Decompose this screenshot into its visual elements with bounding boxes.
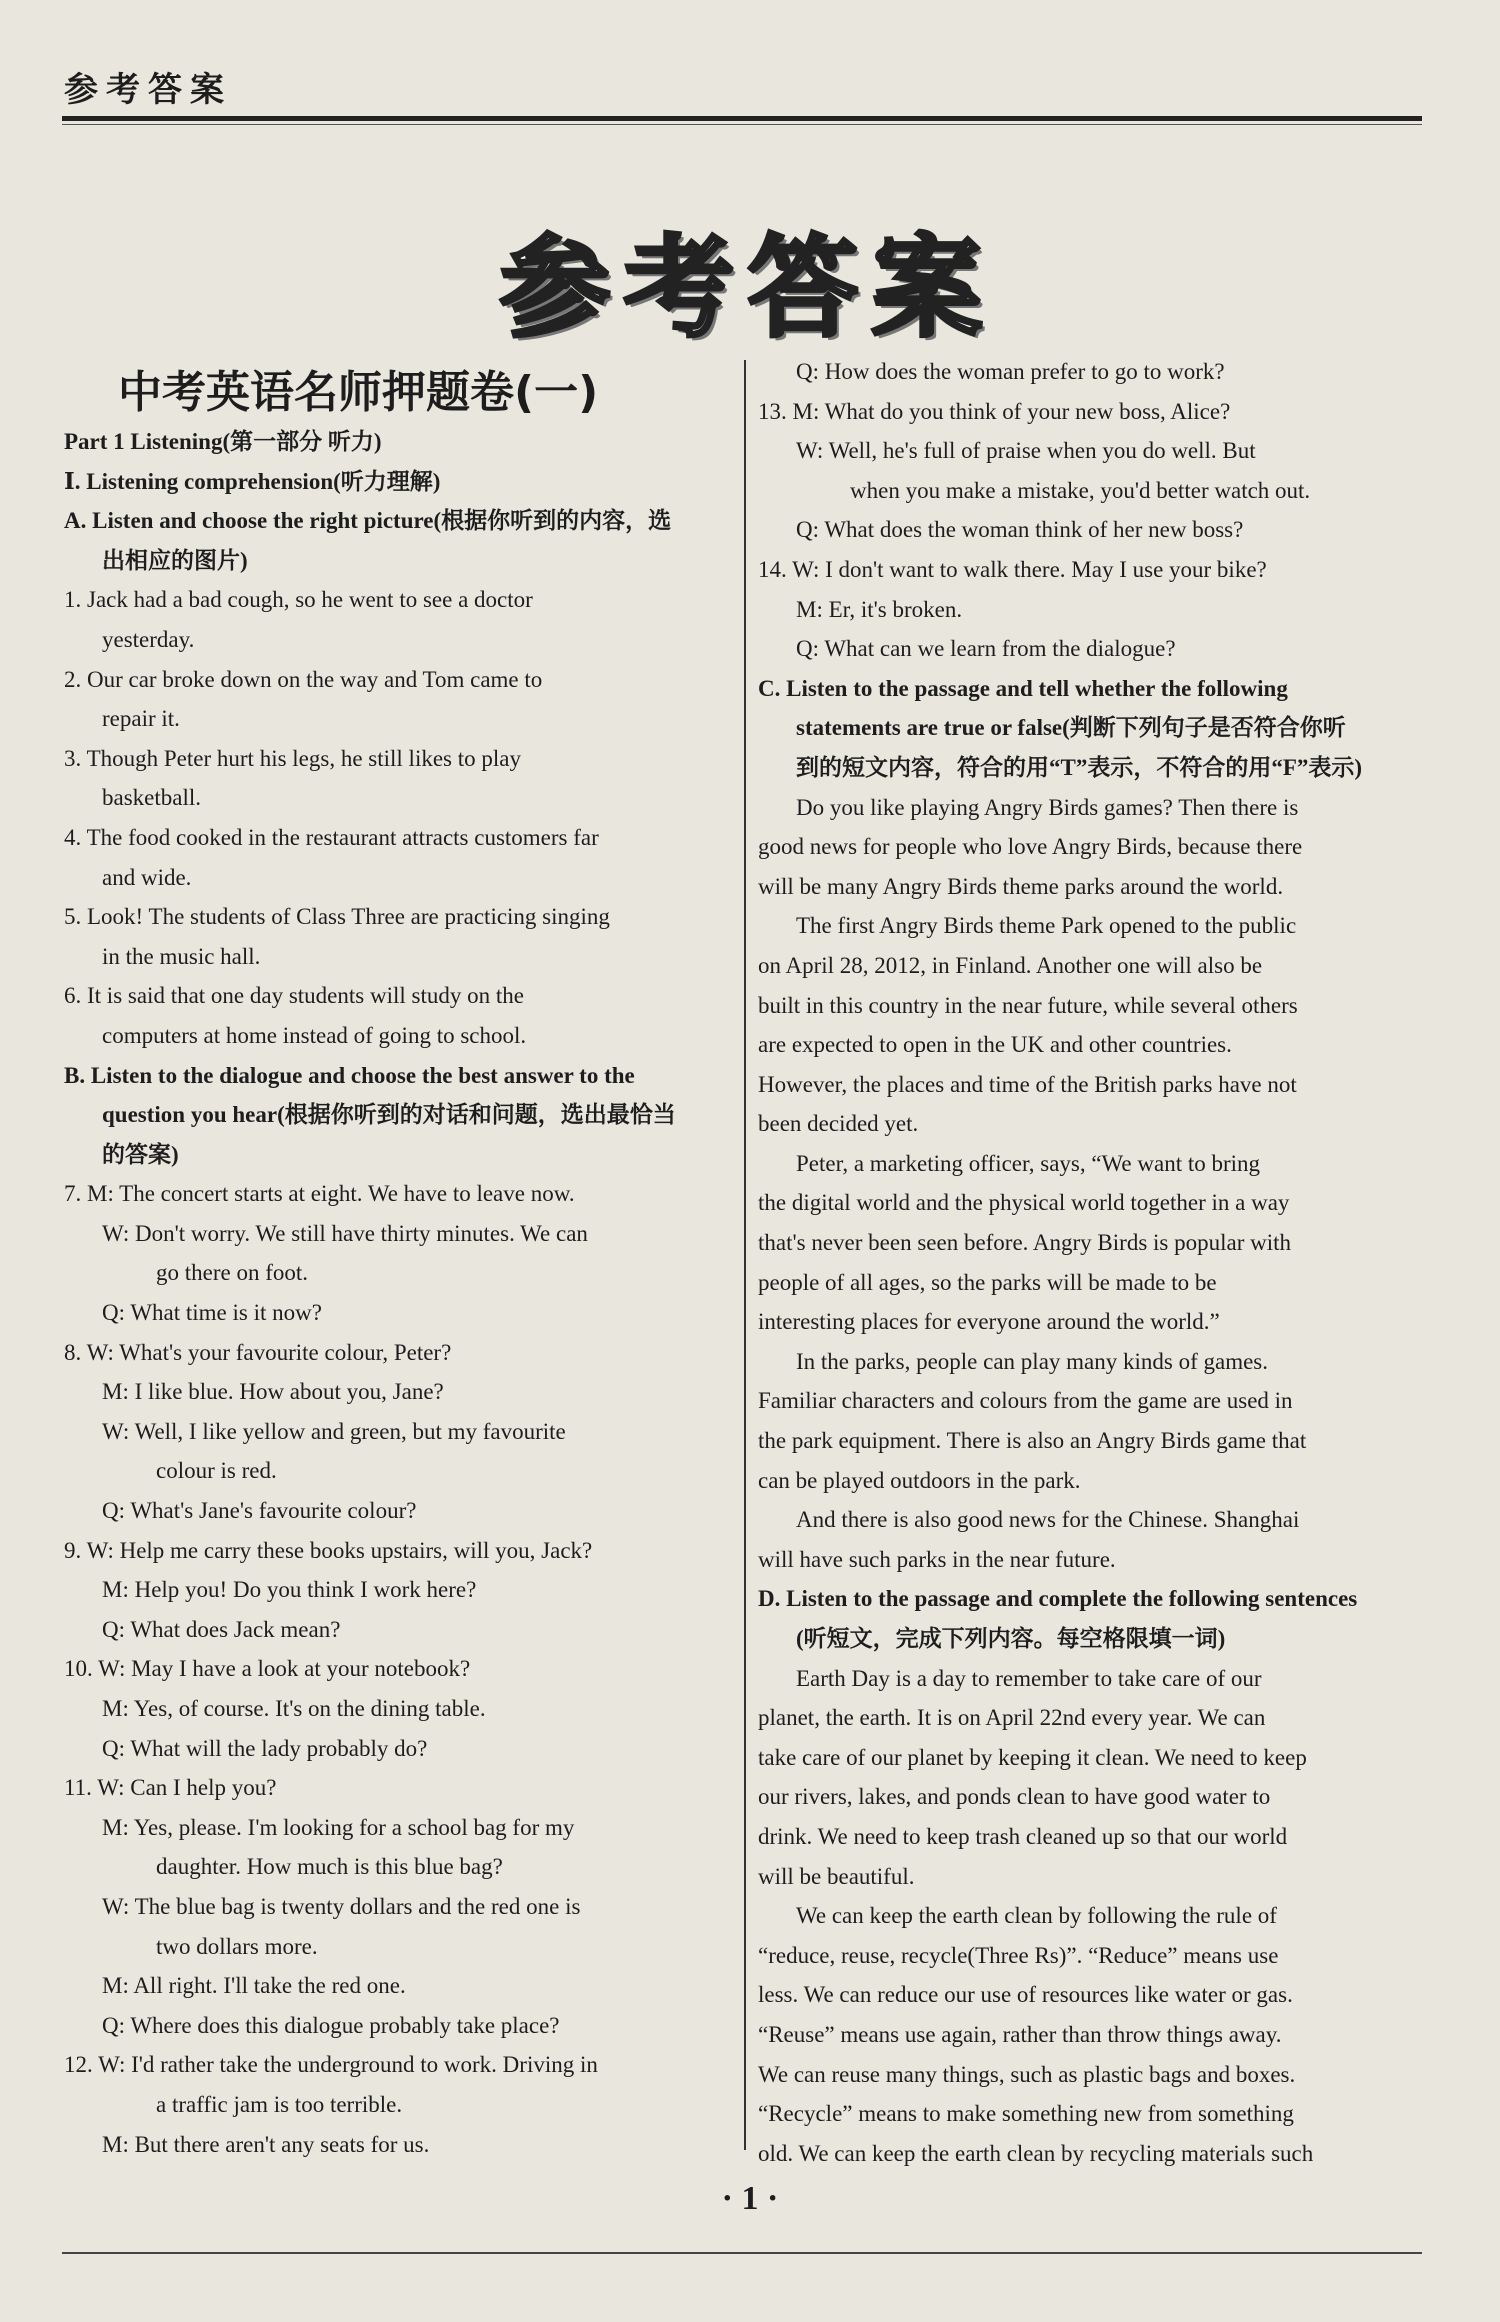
right-line: are expected to open in the UK and other countries.: [758, 1032, 1232, 1058]
column-divider: [744, 360, 746, 2150]
left-line: M: Help you! Do you think I work here?: [102, 1577, 477, 1603]
left-line: daughter. How much is this blue bag?: [156, 1854, 503, 1880]
right-line: We can keep the earth clean by following the rule of: [796, 1903, 1277, 1929]
right-line: Familiar characters and colours from the game are used in: [758, 1388, 1293, 1414]
right-line: the digital world and the physical world together in a way: [758, 1190, 1290, 1216]
right-line: take care of our planet by keeping it clean. We need to keep: [758, 1744, 1307, 1770]
right-line: can be played outdoors in the park.: [758, 1467, 1081, 1493]
right-line: planet, the earth. It is on April 22nd every year. We can: [758, 1705, 1266, 1731]
left-line: 2. Our car broke down on the way and Tom came to: [64, 666, 543, 692]
left-line: B. Listen to the dialogue and choose the best answer to the: [64, 1062, 635, 1088]
left-line: W: Well, I like yellow and green, but my favourite: [102, 1418, 566, 1444]
right-line: old. We can keep the earth clean by recycling materials such: [758, 2140, 1314, 2166]
right-line: C. Listen to the passage and tell whether the following: [758, 675, 1288, 701]
right-line: interesting places for everyone around the world.”: [758, 1309, 1220, 1335]
header-rule-thin: [62, 124, 1422, 125]
left-line: a traffic jam is too terrible.: [156, 2091, 403, 2117]
left-line: basketball.: [102, 785, 201, 811]
left-line: Q: What time is it now?: [102, 1300, 322, 1326]
left-line: 9. W: Help me carry these books upstairs, will you, Jack?: [64, 1537, 593, 1563]
right-line: the park equipment. There is also an Angry Birds game that: [758, 1428, 1307, 1454]
right-line: on April 28, 2012, in Finland. Another one will also be: [758, 952, 1263, 978]
right-line: “Recycle” means to make something new from something: [758, 2101, 1294, 2127]
left-line: question you hear(根据你听到的对话和问题，选出最恰当: [102, 1102, 676, 1128]
right-line: Earth Day is a day to remember to take care of our: [796, 1665, 1262, 1691]
right-line: 13. M: What do you think of your new boss, Alice?: [758, 398, 1231, 424]
left-line: 10. W: May I have a look at your notebook?: [64, 1656, 471, 1682]
right-line: Q: How does the woman prefer to go to work?: [796, 359, 1225, 384]
left-line: A. Listen and choose the right picture(根据你听到的内容，选: [64, 508, 672, 534]
right-line: Q: What can we learn from the dialogue?: [796, 636, 1176, 662]
left-line: M: Yes, please. I'm looking for a school bag for my: [102, 1814, 575, 1840]
right-line: We can reuse many things, such as plastic bags and boxes.: [758, 2061, 1296, 2087]
right-line: D. Listen to the passage and complete the following sentences: [758, 1586, 1358, 1612]
left-line: repair it.: [102, 706, 180, 732]
right-line: In the parks, people can play many kinds of games.: [796, 1348, 1269, 1374]
right-line: W: Well, he's full of praise when you do well. But: [796, 438, 1256, 464]
right-line: The first Angry Birds theme Park opened to the public: [796, 913, 1297, 939]
right-line: good news for people who love Angry Birds, because there: [758, 834, 1303, 860]
left-line: 4. The food cooked in the restaurant attracts customers far: [64, 824, 599, 850]
left-line: two dollars more.: [156, 1933, 318, 1959]
left-line: 8. W: What's your favourite colour, Peter?: [64, 1339, 452, 1365]
left-line: 出相应的图片): [102, 547, 248, 573]
right-line: that's never been seen before. Angry Birds is popular with: [758, 1230, 1292, 1256]
left-line: and wide.: [102, 864, 192, 890]
exam-title: 中考英语名师押题卷(一): [118, 367, 599, 418]
left-line: 6. It is said that one day students will study on the: [64, 983, 524, 1009]
right-line: will be many Angry Birds theme parks around the world.: [758, 873, 1284, 899]
left-line: 11. W: Can I help you?: [64, 1775, 277, 1801]
left-line: Q: Where does this dialogue probably take place?: [102, 2012, 560, 2038]
left-line: 的答案): [102, 1141, 179, 1167]
right-line: our rivers, lakes, and ponds clean to have good water to: [758, 1784, 1271, 1810]
right-line: when you make a mistake, you'd better watch out.: [850, 477, 1311, 503]
left-line: in the music hall.: [102, 943, 261, 969]
right-line: Q: What does the woman think of her new boss?: [796, 517, 1244, 543]
left-line: 12. W: I'd rather take the underground to work. Driving in: [64, 2052, 598, 2078]
left-line: go there on foot.: [156, 1260, 309, 1286]
header-rule: [62, 116, 1422, 121]
right-line: (听短文，完成下列内容。每空格限填一词): [796, 1626, 1226, 1651]
left-line: yesterday.: [102, 626, 195, 652]
right-line: However, the places and time of the British parks have not: [758, 1071, 1297, 1097]
right-line: M: Er, it's broken.: [796, 596, 963, 622]
left-line: Part 1 Listening(第一部分 听力): [64, 429, 382, 454]
left-line: M: I like blue. How about you, Jane?: [102, 1379, 444, 1405]
right-line: statements are true or false(判断下列句子是否符合你听: [796, 715, 1346, 741]
right-line: Peter, a marketing officer, says, “We want to bring: [796, 1150, 1261, 1176]
left-line: computers at home instead of going to school.: [102, 1022, 527, 1048]
left-line: M: But there aren't any seats for us.: [102, 2131, 430, 2157]
left-line: colour is red.: [156, 1458, 277, 1484]
left-line: Q: What's Jane's favourite colour?: [102, 1498, 417, 1524]
big-title: 参考答案: [500, 224, 996, 352]
right-line: drink. We need to keep trash cleaned up so that our world: [758, 1823, 1288, 1849]
right-line: been decided yet.: [758, 1111, 919, 1137]
right-line: people of all ages, so the parks will be made to be: [758, 1269, 1217, 1295]
right-line: “reduce, reuse, recycle(Three Rs)”. “Reduce” means use: [758, 1942, 1279, 1968]
left-line: 1. Jack had a bad cough, so he went to see a doctor: [64, 587, 533, 613]
left-line: Ⅰ. Listening comprehension(听力理解): [64, 468, 441, 494]
right-line: built in this country in the near future, while several others: [758, 992, 1298, 1018]
left-line: W: The blue bag is twenty dollars and the red one is: [102, 1893, 581, 1919]
right-line: will have such parks in the near future.: [758, 1546, 1116, 1572]
page-number: · 1 ·: [721, 2180, 779, 2217]
left-line: 3. Though Peter hurt his legs, he still likes to play: [64, 745, 521, 771]
right-line: less. We can reduce our use of resources like water or gas.: [758, 1982, 1293, 2008]
right-line: 到的短文内容，符合的用“T”表示，不符合的用“F”表示): [796, 754, 1363, 780]
right-line: will be beautiful.: [758, 1863, 915, 1889]
left-line: 5. Look! The students of Class Three are practicing singing: [64, 904, 610, 930]
right-line: And there is also good news for the Chinese. Shanghai: [796, 1507, 1300, 1533]
left-line: Q: What does Jack mean?: [102, 1616, 341, 1642]
header-label: 参考答案: [64, 70, 232, 110]
footer-rule: [62, 2252, 1422, 2254]
right-line: Do you like playing Angry Birds games? Then there is: [796, 794, 1299, 820]
left-line: M: Yes, of course. It's on the dining table.: [102, 1696, 486, 1721]
left-line: Q: What will the lady probably do?: [102, 1735, 428, 1761]
right-column: [758, 352, 1426, 2173]
right-line: “Reuse” means use again, rather than throw things away.: [758, 2021, 1282, 2047]
left-line: W: Don't worry. We still have thirty minutes. We can: [102, 1220, 588, 1246]
left-line: M: All right. I'll take the red one.: [102, 1973, 406, 1999]
left-column: [64, 360, 732, 2164]
left-line: 7. M: The concert starts at eight. We have to leave now.: [64, 1181, 575, 1207]
right-line: 14. W: I don't want to walk there. May I use your bike?: [758, 556, 1267, 582]
